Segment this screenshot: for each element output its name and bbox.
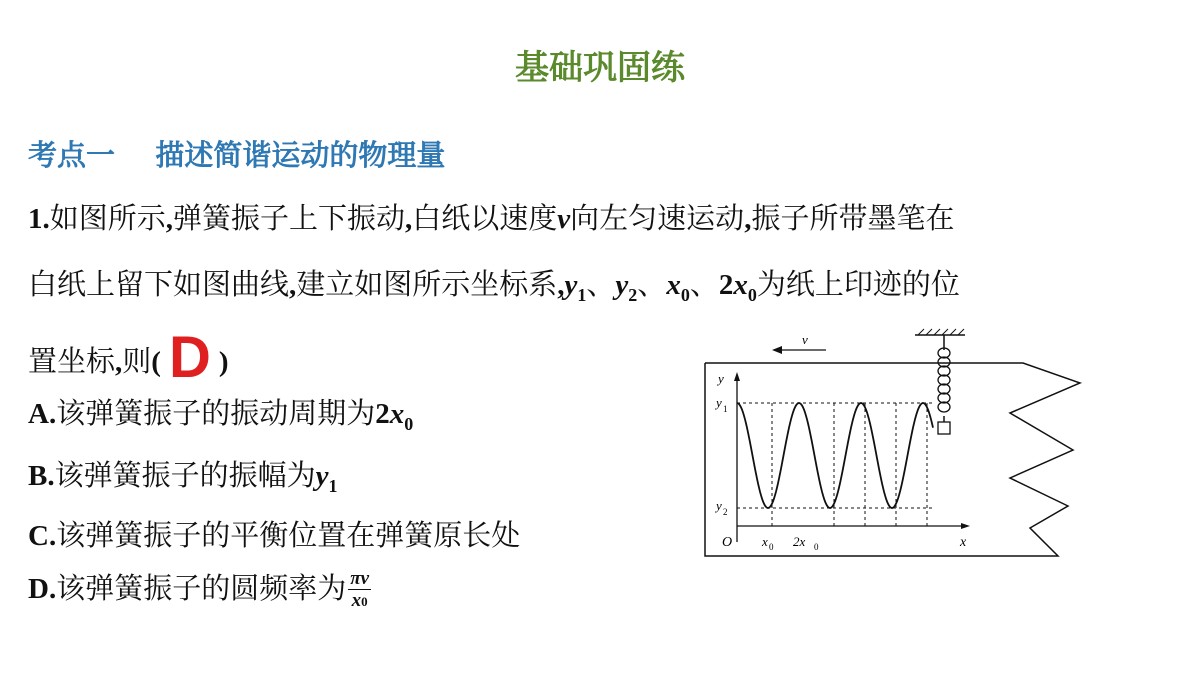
question-text: 建立如图所示坐标系 xyxy=(296,267,558,301)
x-symbol: x xyxy=(733,269,748,301)
origin-label: O xyxy=(722,535,733,550)
2x0-subscript: 0 xyxy=(814,542,819,552)
subscript: 1 xyxy=(328,476,338,496)
y2-label: y xyxy=(716,498,722,513)
velocity-symbol: v xyxy=(557,203,571,235)
arrowhead xyxy=(734,372,740,381)
option-text: 该弹簧振子的振动周期为 xyxy=(56,396,376,430)
2x0-label: 2x xyxy=(793,534,806,549)
comma: , xyxy=(744,203,752,235)
option-b[interactable] xyxy=(28,453,337,494)
page-title: 基础巩固练 xyxy=(515,48,685,88)
option-a[interactable] xyxy=(28,391,413,432)
y-symbol: y xyxy=(564,269,578,301)
x-axis-label: x xyxy=(960,535,967,550)
question-line-1 xyxy=(28,196,954,237)
comma: , xyxy=(115,346,123,378)
arrowhead xyxy=(772,346,782,354)
comma: , xyxy=(165,203,174,235)
option-text: 该弹簧振子的平衡位置在弹簧原长处 xyxy=(56,518,521,552)
y-symbol: y xyxy=(615,269,629,301)
spring-oscillator-figure xyxy=(700,328,1090,568)
option-text: 该弹簧振子的振幅为 xyxy=(54,458,316,492)
y2-subscript: 2 xyxy=(723,507,728,517)
coefficient: 2 xyxy=(718,269,734,301)
paren: ( xyxy=(151,346,161,378)
x0-label: x xyxy=(762,534,768,549)
question-text: 则 xyxy=(122,344,152,378)
question-text: 白纸以速度 xyxy=(412,201,558,235)
x0-subscript: 0 xyxy=(769,542,774,552)
option-label: B. xyxy=(28,460,55,492)
question-text: 弹簧振子上下振动 xyxy=(173,201,406,235)
subscript: 0 xyxy=(404,414,414,434)
question-text: 白纸上留下如图曲线 xyxy=(28,267,290,301)
trace-curve xyxy=(737,403,933,508)
question-line-3 xyxy=(28,318,229,390)
subscript: 0 xyxy=(680,285,690,305)
subscript: 0 xyxy=(361,594,368,609)
y1-label: y xyxy=(716,395,722,410)
question-line-2 xyxy=(28,262,960,303)
y-axis-label: y xyxy=(718,371,724,386)
x-symbol: x xyxy=(666,269,681,301)
answer-mark: D xyxy=(168,325,211,390)
velocity-label: v xyxy=(802,332,808,347)
x-symbol: x xyxy=(389,398,405,430)
option-label: C. xyxy=(28,520,57,552)
comma: , xyxy=(557,269,565,301)
question-text: 向左匀速运动 xyxy=(570,201,745,235)
paper-outline xyxy=(705,363,1080,556)
separator: 、 xyxy=(586,267,616,301)
fraction-numerator: πv xyxy=(350,568,370,589)
coefficient: 2 xyxy=(375,398,390,430)
option-d[interactable] xyxy=(28,566,371,612)
question-text: 振子所带墨笔在 xyxy=(751,201,955,235)
subscript: 0 xyxy=(747,285,757,305)
fraction-denominator: x xyxy=(351,590,362,611)
option-label: D. xyxy=(28,573,57,605)
section-heading: 考点一 描述简谐运动的物理量 xyxy=(28,138,446,172)
spring-coils xyxy=(938,348,950,412)
y-symbol: y xyxy=(315,460,329,492)
option-text: 该弹簧振子的圆频率为 xyxy=(56,571,347,605)
paren: ) xyxy=(218,346,229,378)
ceiling-hatch xyxy=(918,329,964,335)
subscript: 1 xyxy=(577,285,587,305)
subscript: 2 xyxy=(628,285,638,305)
option-label: A. xyxy=(28,398,57,430)
y1-subscript: 1 xyxy=(723,404,728,414)
separator: 、 xyxy=(637,267,667,301)
question-text: 如图所示 xyxy=(49,201,166,235)
question-number: 1. xyxy=(28,203,50,235)
option-c[interactable] xyxy=(28,513,520,554)
fraction xyxy=(348,568,371,612)
question-text: 为纸上印迹的位 xyxy=(756,267,960,301)
oscillator-mass xyxy=(938,422,950,434)
comma: , xyxy=(405,203,413,235)
comma: , xyxy=(289,269,297,301)
question-text: 置坐标 xyxy=(28,344,116,378)
separator: 、 xyxy=(689,267,719,301)
arrowhead xyxy=(961,523,970,529)
